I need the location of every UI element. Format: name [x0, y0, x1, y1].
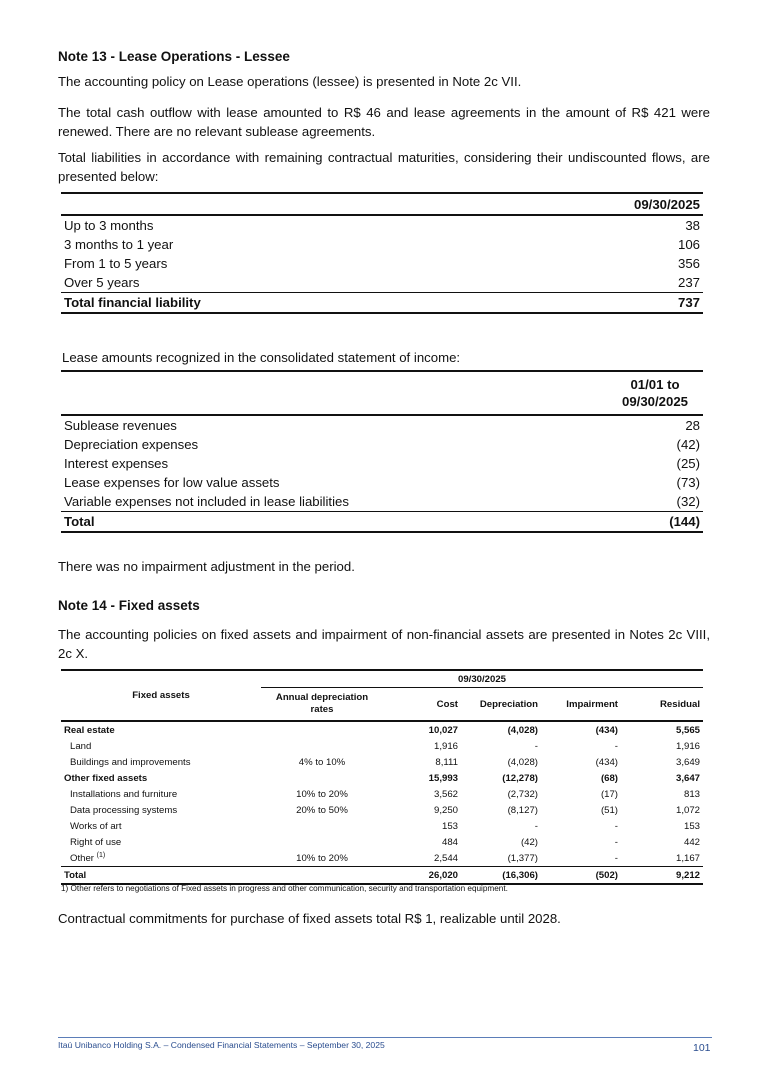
footer-text: Itaú Unibanco Holding S.A. – Condensed Financial Statements – September 30, 2025 — [58, 1040, 385, 1050]
note14-para1: The accounting policies on fixed assets and impairment of non-financial assets are presented in Notes 2c VIII, 2c X. — [58, 627, 710, 661]
table-row: From 1 to 5 years 356 — [64, 256, 700, 271]
table-row: Buildings and improvements 4% to 10% 8,111 (4,028) (434) 3,649 — [70, 756, 700, 768]
col-cost: Cost — [436, 698, 458, 710]
note13-para2: The total cash outflow with lease amounted to R$ 46 and lease agreements in the amount of R$ 421 were renewed. There are no relevant sublease agreements. — [58, 105, 710, 139]
col-rates: Annual depreciation rates — [275, 692, 369, 715]
note14-para2: Contractual commitments for purchase of fixed assets total R$ 1, realizable until 2028. — [58, 911, 561, 926]
note13-title: Note 13 - Lease Operations - Lessee — [58, 49, 290, 64]
table-row: Other $^{(1)}$ 10% to 20% 2,544 (1,377) - 1,167 — [70, 851, 700, 865]
income-header: 01/01 to 09/30/2025 — [621, 377, 688, 409]
table-row: Up to 3 months 38 — [64, 218, 700, 233]
total-row: Total (144) — [61, 512, 703, 533]
group-row: Other fixed assets 15,993 (12,278) (68) 3,647 — [64, 772, 700, 784]
note13-para5: There was no impairment adjustment in the period. — [58, 559, 355, 574]
col-residual: Residual — [660, 698, 700, 710]
table-row: Variable expenses not included in lease liabilities (32) — [64, 494, 700, 509]
table-row: Right of use 484 (42) - 442 — [70, 836, 700, 848]
note13-para4: Lease amounts recognized in the consolidated statement of income: — [62, 350, 461, 365]
group-row: Real estate 10,027 (4,028) (434) 5,565 — [64, 724, 700, 736]
col-impairment: Impairment — [566, 698, 618, 710]
col-fixed-assets: Fixed assets — [132, 690, 190, 701]
fixed-assets-footnote: 1) Other refers to negotiations of Fixed assets in progress and other communication, security and transportation equipment. — [61, 884, 508, 893]
table-row: Interest expenses (25) — [64, 456, 700, 471]
note14-title: Note 14 - Fixed assets — [58, 598, 200, 613]
period-header: 09/30/2025 — [261, 670, 703, 688]
col-depreciation: Depreciation — [479, 698, 538, 710]
total-row: Total 26,020 (16,306) (502) 9,212 — [61, 867, 703, 885]
table-row: Data processing systems 20% to 50% 9,250 (8,127) (51) 1,072 — [70, 804, 700, 816]
footer-divider — [58, 1037, 712, 1038]
lease-maturity-table — [61, 192, 703, 314]
lease-income-table — [61, 370, 703, 533]
table-row: Land 1,916 - - 1,916 — [70, 740, 700, 752]
page-number: 101 — [693, 1042, 711, 1054]
note13-para1: The accounting policy on Lease operations (lessee) is presented in Note 2c VII. — [58, 74, 522, 89]
table-row: Works of art 153 - - 153 — [70, 820, 700, 832]
table-row: Sublease revenues 28 — [64, 418, 700, 433]
total-row: Total financial liability 737 — [61, 293, 703, 314]
table-row: Over 5 years 237 — [64, 275, 700, 290]
maturity-header: 09/30/2025 — [633, 196, 700, 212]
fixed-assets-table — [61, 669, 703, 885]
table-row: Depreciation expenses (42) — [64, 437, 700, 452]
table-row: Lease expenses for low value assets (73) — [64, 475, 700, 490]
table-row: 3 months to 1 year 106 — [64, 237, 700, 252]
fixed-assets-body — [61, 721, 703, 867]
note13-para3: Total liabilities in accordance with remaining contractual maturities, considering their undiscounted flows, are presented below: — [58, 150, 710, 184]
table-row: Installations and furniture 10% to 20% 3,562 (2,732) (17) 813 — [70, 788, 700, 800]
